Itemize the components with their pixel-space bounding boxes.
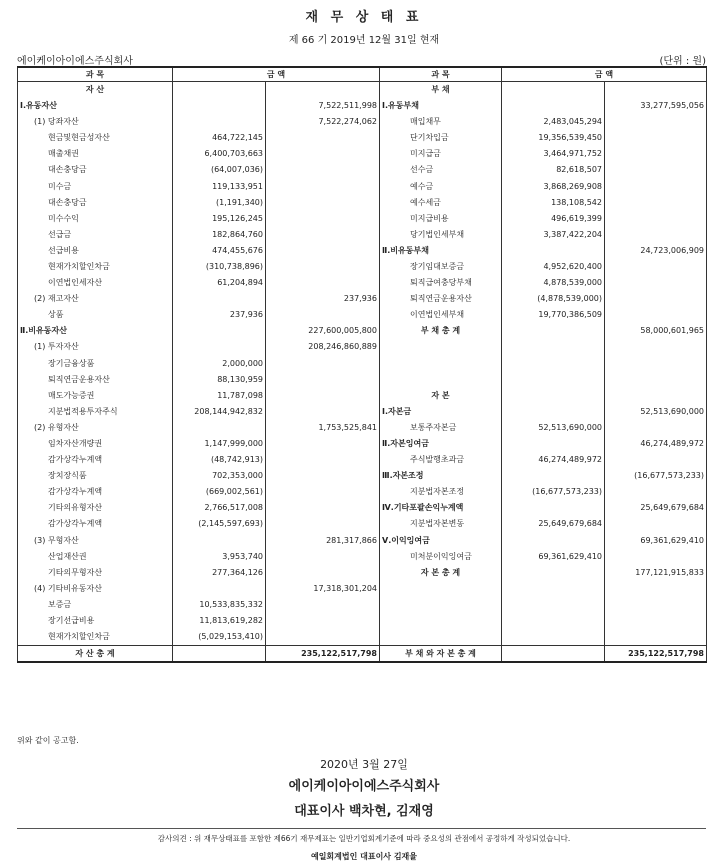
amount-right-detail: 82,618,507 — [502, 162, 605, 178]
amount-left-subtotal: 281,317,866 — [266, 533, 380, 549]
account-right: Ⅳ.기타포괄손익누계액 — [380, 500, 502, 516]
amount-left-detail — [173, 98, 266, 114]
divider — [17, 828, 706, 829]
amount-left-subtotal — [266, 452, 380, 468]
amount-left-subtotal — [266, 275, 380, 291]
amount-right-subtotal — [605, 484, 707, 500]
account-right: 부 채 총 계 — [380, 323, 502, 339]
account-left: 보증금 — [18, 597, 173, 613]
amount-left-subtotal — [266, 162, 380, 178]
amount-right-subtotal — [605, 516, 707, 532]
section-row — [18, 82, 707, 99]
amount-left-detail: 61,204,894 — [173, 275, 266, 291]
amount-right-detail: 4,952,620,400 — [502, 259, 605, 275]
amount-right-subtotal — [605, 549, 707, 565]
amount-right-detail — [502, 565, 605, 581]
table-row — [18, 146, 707, 162]
amount-right-detail: 25,649,679,684 — [502, 516, 605, 532]
amount-right-subtotal — [605, 211, 707, 227]
header-account-right: 과 목 — [380, 67, 502, 82]
amount-left-subtotal — [266, 468, 380, 484]
account-right — [380, 581, 502, 597]
totals-row — [18, 646, 707, 663]
amount-right-detail: 4,878,539,000 — [502, 275, 605, 291]
amount-left-subtotal: 208,246,860,889 — [266, 339, 380, 355]
total-assets-value: 235,122,517,798 — [266, 646, 380, 663]
amount-left-detail — [173, 581, 266, 597]
table-row — [18, 516, 707, 532]
amount-left-detail: 464,722,145 — [173, 130, 266, 146]
amount-right-subtotal — [605, 613, 707, 629]
amount-left-subtotal: 7,522,511,998 — [266, 98, 380, 114]
account-right: 예수금 — [380, 178, 502, 194]
amount-left-subtotal — [266, 436, 380, 452]
account-left: 대손충당금 — [18, 195, 173, 211]
amount-left-detail: (5,029,153,410) — [173, 629, 266, 646]
table-row — [18, 323, 707, 339]
amount-right-detail — [502, 323, 605, 339]
amount-left-subtotal — [266, 565, 380, 581]
account-left: 이연법인세자산 — [18, 275, 173, 291]
amount-right-detail — [502, 500, 605, 516]
amount-right-subtotal — [605, 291, 707, 307]
amount-left-subtotal: 237,936 — [266, 291, 380, 307]
amount-right-subtotal — [605, 227, 707, 243]
account-right — [380, 597, 502, 613]
amount-right-subtotal: (16,677,573,233) — [605, 468, 707, 484]
amount-right-detail — [502, 533, 605, 549]
account-right — [380, 613, 502, 629]
amount-left-detail: (2,145,597,693) — [173, 516, 266, 532]
amount-right-detail: 496,619,399 — [502, 211, 605, 227]
amount-right-detail: 138,108,542 — [502, 195, 605, 211]
amount-left-detail: 1,147,999,000 — [173, 436, 266, 452]
amount-left-subtotal — [266, 178, 380, 194]
announcement-date: 2020년 3월 27일 — [320, 758, 408, 771]
announcement-note: 위와 같이 공고함. — [17, 736, 79, 745]
amount-right-subtotal — [605, 146, 707, 162]
amount-left-subtotal — [266, 243, 380, 259]
amount-right-subtotal — [605, 114, 707, 130]
amount-right-subtotal — [605, 581, 707, 597]
amount-right-detail — [502, 388, 605, 404]
amount-left-subtotal — [266, 307, 380, 323]
table-row — [18, 549, 707, 565]
amount-right-subtotal — [605, 339, 707, 355]
account-left: 현금및현금성자산 — [18, 130, 173, 146]
table-row — [18, 307, 707, 323]
account-right: Ⅰ.유동부채 — [380, 98, 502, 114]
account-right: 매입채무 — [380, 114, 502, 130]
account-right: 자 본 — [380, 388, 502, 404]
amount-right-subtotal — [605, 597, 707, 613]
account-right: 미처분이익잉여금 — [380, 549, 502, 565]
amount-left-detail: 2,766,517,008 — [173, 500, 266, 516]
table-row — [18, 388, 707, 404]
amount-right-detail — [502, 597, 605, 613]
amount-left-subtotal — [266, 146, 380, 162]
account-left: (3) 무형자산 — [18, 533, 173, 549]
table-row — [18, 339, 707, 355]
amount-right-subtotal: 69,361,629,410 — [605, 533, 707, 549]
amount-right-detail: (16,677,573,233) — [502, 484, 605, 500]
account-right: Ⅱ.자본잉여금 — [380, 436, 502, 452]
amount-right-subtotal — [605, 195, 707, 211]
amount-left-subtotal — [266, 597, 380, 613]
account-right: 단기차입금 — [380, 130, 502, 146]
table-row — [18, 404, 707, 420]
account-left: 현재가치할인차금 — [18, 629, 173, 646]
amount-left-detail: 474,455,676 — [173, 243, 266, 259]
table-row — [18, 291, 707, 307]
amount-left-detail: (48,742,913) — [173, 452, 266, 468]
account-left: 임차자산개량권 — [18, 436, 173, 452]
account-left: 장기금융상품 — [18, 356, 173, 372]
account-left: (1) 투자자산 — [18, 339, 173, 355]
table-row — [18, 500, 707, 516]
amount-right-detail — [502, 404, 605, 420]
amount-left-detail: 10,533,835,332 — [173, 597, 266, 613]
amount-left-detail: (669,002,561) — [173, 484, 266, 500]
amount-right-subtotal — [605, 178, 707, 194]
table-row — [18, 452, 707, 468]
header-amount-left: 금 액 — [173, 67, 380, 82]
amount-left-subtotal — [266, 629, 380, 646]
header-row — [18, 67, 707, 82]
table-row — [18, 243, 707, 259]
amount-right-subtotal — [605, 259, 707, 275]
amount-right-subtotal: 24,723,006,909 — [605, 243, 707, 259]
amount-left-detail: 3,953,740 — [173, 549, 266, 565]
amount-right-subtotal: 46,274,489,972 — [605, 436, 707, 452]
amount-right-detail: 3,387,422,204 — [502, 227, 605, 243]
account-right: 자 본 총 계 — [380, 565, 502, 581]
amount-left-subtotal — [266, 388, 380, 404]
statement-title: 재 무 상 태 표 — [305, 10, 423, 25]
account-left: 장기선급비용 — [18, 613, 173, 629]
table-row — [18, 114, 707, 130]
account-right: 주식발행초과금 — [380, 452, 502, 468]
account-right — [380, 339, 502, 355]
amount-left-detail: 88,130,959 — [173, 372, 266, 388]
account-left: (1) 당좌자산 — [18, 114, 173, 130]
amount-right-detail — [502, 613, 605, 629]
amount-right-detail — [502, 581, 605, 597]
amount-left-subtotal — [266, 227, 380, 243]
amount-left-subtotal — [266, 211, 380, 227]
account-left: 감가상각누계액 — [18, 452, 173, 468]
table-row — [18, 597, 707, 613]
account-left: 미수수익 — [18, 211, 173, 227]
amount-right-detail — [502, 98, 605, 114]
total-liab-equity-label: 부 채 와 자 본 총 계 — [380, 646, 502, 663]
account-left: 미수금 — [18, 178, 173, 194]
balance-sheet-table — [17, 66, 707, 663]
amount-right-detail: 3,868,269,908 — [502, 178, 605, 194]
account-left: 선급금 — [18, 227, 173, 243]
account-right: 당기법인세부채 — [380, 227, 502, 243]
account-left: 상품 — [18, 307, 173, 323]
amount-left-detail: 6,400,703,663 — [173, 146, 266, 162]
amount-right-subtotal — [605, 275, 707, 291]
amount-right-detail — [502, 629, 605, 646]
account-left: 대손충당금 — [18, 162, 173, 178]
amount-right-subtotal — [605, 420, 707, 436]
table-row — [18, 211, 707, 227]
account-left: 감가상각누계액 — [18, 484, 173, 500]
account-right: Ⅰ.자본금 — [380, 404, 502, 420]
table-row — [18, 130, 707, 146]
account-left: (4) 기타비유동자산 — [18, 581, 173, 597]
account-right — [380, 372, 502, 388]
amount-left-subtotal — [266, 372, 380, 388]
amount-left-detail: 182,864,760 — [173, 227, 266, 243]
table-row — [18, 565, 707, 581]
amount-right-subtotal — [605, 356, 707, 372]
account-left: 퇴직연금운용자산 — [18, 372, 173, 388]
amount-right-subtotal — [605, 388, 707, 404]
account-left: 장치장식품 — [18, 468, 173, 484]
account-right: 미지급비용 — [380, 211, 502, 227]
account-right: 이연법인세부채 — [380, 307, 502, 323]
amount-right-detail: 69,361,629,410 — [502, 549, 605, 565]
amount-right-subtotal: 177,121,915,833 — [605, 565, 707, 581]
account-left: 산업재산권 — [18, 549, 173, 565]
header-amount-right: 금 액 — [502, 67, 707, 82]
account-left: 감가상각누계액 — [18, 516, 173, 532]
account-right: 미지급금 — [380, 146, 502, 162]
amount-right-detail: 19,770,386,509 — [502, 307, 605, 323]
table-row — [18, 613, 707, 629]
amount-right-detail — [502, 243, 605, 259]
auditor-name: 예일회계법인 대표이사 김재율 — [310, 852, 418, 861]
table-row — [18, 533, 707, 549]
amount-right-detail — [502, 468, 605, 484]
amount-right-detail: (4,878,539,000) — [502, 291, 605, 307]
amount-right-detail: 46,274,489,972 — [502, 452, 605, 468]
table-row — [18, 259, 707, 275]
account-right: 퇴직급여충당부채 — [380, 275, 502, 291]
account-right: 선수금 — [380, 162, 502, 178]
amount-right-subtotal — [605, 307, 707, 323]
account-left: 현재가치할인차금 — [18, 259, 173, 275]
amount-left-subtotal — [266, 484, 380, 500]
amount-left-subtotal: 1,753,525,841 — [266, 420, 380, 436]
account-left: Ⅰ.유동자산 — [18, 98, 173, 114]
account-left: 지분법적용투자주식 — [18, 404, 173, 420]
account-right: 지분법자본변동 — [380, 516, 502, 532]
amount-right-detail: 3,464,971,752 — [502, 146, 605, 162]
table-row — [18, 581, 707, 597]
account-left: 매도가능증권 — [18, 388, 173, 404]
amount-left-detail: 208,144,942,832 — [173, 404, 266, 420]
table-row — [18, 484, 707, 500]
amount-left-detail: 702,353,000 — [173, 468, 266, 484]
amount-left-subtotal — [266, 500, 380, 516]
table-row — [18, 468, 707, 484]
account-right: 예수세금 — [380, 195, 502, 211]
table-row — [18, 227, 707, 243]
account-left: Ⅱ.비유동자산 — [18, 323, 173, 339]
account-right — [380, 356, 502, 372]
amount-left-subtotal: 7,522,274,062 — [266, 114, 380, 130]
table-row — [18, 195, 707, 211]
amount-right-subtotal: 58,000,601,965 — [605, 323, 707, 339]
amount-left-subtotal — [266, 356, 380, 372]
amount-left-subtotal — [266, 516, 380, 532]
amount-left-detail — [173, 114, 266, 130]
company-signature: 에이케이아이에스주식회사 — [288, 779, 440, 794]
audit-opinion: 감사의견 : 위 재무상태표를 포함한 제66기 재무제표는 일반기업회계기준에 따라 중요성의 관점에서 공정하게 작성되었습니다. — [157, 834, 571, 843]
amount-right-detail — [502, 436, 605, 452]
total-assets-label: 자 산 총 계 — [18, 646, 173, 663]
amount-right-subtotal — [605, 372, 707, 388]
amount-right-subtotal: 25,649,679,684 — [605, 500, 707, 516]
amount-left-detail — [173, 339, 266, 355]
amount-right-detail: 19,356,539,450 — [502, 130, 605, 146]
amount-left-subtotal: 227,600,005,800 — [266, 323, 380, 339]
amount-right-detail: 52,513,690,000 — [502, 420, 605, 436]
amount-right-detail — [502, 356, 605, 372]
amount-right-subtotal — [605, 629, 707, 646]
account-left: 매출채권 — [18, 146, 173, 162]
section-liabilities: 부 채 — [380, 82, 502, 99]
table-row — [18, 162, 707, 178]
amount-left-subtotal — [266, 195, 380, 211]
table-row — [18, 356, 707, 372]
account-left: 기타의무형자산 — [18, 565, 173, 581]
amount-left-detail — [173, 533, 266, 549]
account-right: Ⅴ.이익잉여금 — [380, 533, 502, 549]
table-row — [18, 436, 707, 452]
statement-period: 제 66 기 2019년 12월 31일 현재 — [288, 35, 440, 46]
table-row — [18, 420, 707, 436]
account-left: 선급비용 — [18, 243, 173, 259]
amount-left-detail — [173, 420, 266, 436]
amount-left-subtotal — [266, 613, 380, 629]
account-right: Ⅲ.자본조정 — [380, 468, 502, 484]
amount-right-detail — [502, 339, 605, 355]
account-right: 지분법자본조정 — [380, 484, 502, 500]
amount-left-detail: 11,813,619,282 — [173, 613, 266, 629]
amount-right-subtotal — [605, 162, 707, 178]
amount-right-detail: 2,483,045,294 — [502, 114, 605, 130]
amount-left-detail: 11,787,098 — [173, 388, 266, 404]
amount-left-subtotal — [266, 259, 380, 275]
amount-right-subtotal: 33,277,595,056 — [605, 98, 707, 114]
account-right: 보통주자본금 — [380, 420, 502, 436]
company-name: 에이케이아이에스주식회사 — [17, 56, 133, 67]
amount-left-detail: (310,738,896) — [173, 259, 266, 275]
table-row — [18, 629, 707, 646]
amount-right-subtotal: 52,513,690,000 — [605, 404, 707, 420]
amount-left-detail: (64,007,036) — [173, 162, 266, 178]
table-row — [18, 98, 707, 114]
account-right: 퇴직연금운용자산 — [380, 291, 502, 307]
amount-left-detail: 195,126,245 — [173, 211, 266, 227]
section-assets: 자 산 — [18, 82, 173, 99]
amount-left-detail — [173, 291, 266, 307]
account-right: 장기임대보증금 — [380, 259, 502, 275]
unit-label: (단위 : 원) — [659, 56, 706, 67]
amount-right-subtotal — [605, 130, 707, 146]
amount-left-detail: 119,133,951 — [173, 178, 266, 194]
account-left: 기타의유형자산 — [18, 500, 173, 516]
account-right — [380, 629, 502, 646]
total-liab-equity-value: 235,122,517,798 — [605, 646, 707, 663]
amount-right-subtotal — [605, 452, 707, 468]
amount-left-subtotal — [266, 549, 380, 565]
table-row — [18, 178, 707, 194]
ceo-names: 대표이사 백차현, 김재영 — [294, 804, 434, 819]
amount-left-detail: 237,936 — [173, 307, 266, 323]
table-row — [18, 275, 707, 291]
amount-right-detail — [502, 372, 605, 388]
table-row — [18, 372, 707, 388]
account-left: (2) 유형자산 — [18, 420, 173, 436]
amount-left-detail — [173, 323, 266, 339]
account-right: Ⅱ.비유동부채 — [380, 243, 502, 259]
amount-left-detail: (1,191,340) — [173, 195, 266, 211]
amount-left-subtotal — [266, 130, 380, 146]
amount-left-subtotal — [266, 404, 380, 420]
amount-left-detail: 277,364,126 — [173, 565, 266, 581]
amount-left-detail: 2,000,000 — [173, 356, 266, 372]
account-left: (2) 재고자산 — [18, 291, 173, 307]
header-account-left: 과 목 — [18, 67, 173, 82]
amount-left-subtotal: 17,318,301,204 — [266, 581, 380, 597]
